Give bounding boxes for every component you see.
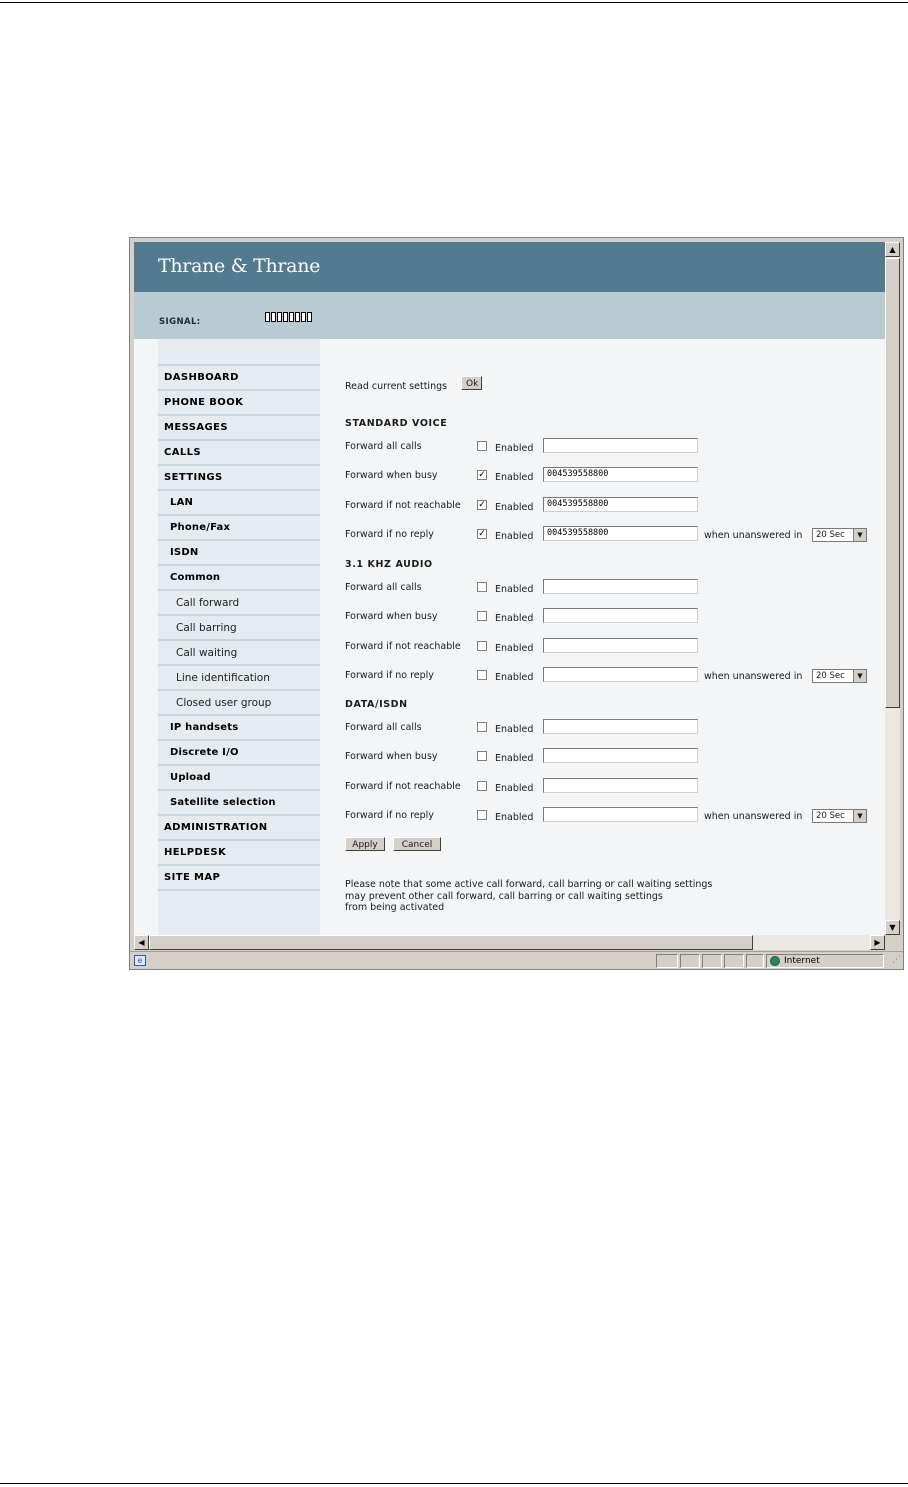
forward-number-field[interactable]: 004539558800: [543, 467, 698, 482]
sidebar-item-messages[interactable]: MESSAGES: [158, 414, 320, 439]
chevron-down-icon[interactable]: ▼: [853, 670, 866, 682]
horizontal-scrollbar[interactable]: [134, 935, 885, 950]
read-settings-label: Read current settings: [345, 381, 448, 392]
read-settings-ok-button[interactable]: Ok: [461, 376, 482, 390]
select-value: 20 Sec: [816, 811, 845, 821]
enabled-checkbox[interactable]: [477, 611, 487, 621]
when-unanswered-label: when unanswered in: [704, 530, 803, 541]
sidebar-nav: [158, 364, 320, 891]
forward-label: Forward all calls: [345, 441, 422, 452]
globe-icon: [770, 956, 780, 966]
note-line: from being activated: [345, 902, 445, 913]
section-heading: 3.1 KHZ AUDIO: [345, 559, 433, 570]
chevron-down-icon[interactable]: ▼: [853, 810, 866, 822]
select-value: 20 Sec: [816, 671, 845, 681]
signal-bar-segment: [289, 312, 294, 322]
enabled-checkbox[interactable]: [477, 751, 487, 761]
forward-number-field[interactable]: [543, 438, 698, 453]
unanswered-delay-select[interactable]: [812, 669, 867, 683]
sidebar-item-satellite-selection[interactable]: Satellite selection: [158, 789, 320, 814]
page-icon: e: [134, 955, 146, 966]
scroll-left-arrow-icon[interactable]: ◀: [134, 935, 149, 950]
forward-number-field[interactable]: [543, 579, 698, 594]
resize-grip-icon[interactable]: ⋰: [892, 955, 901, 965]
signal-bar-segment: [295, 312, 300, 322]
sidebar-item-phone-fax[interactable]: Phone/Fax: [158, 514, 320, 539]
signal-bar-segment: [301, 312, 306, 322]
enabled-label: Enabled: [495, 753, 534, 764]
forward-number-field[interactable]: [543, 608, 698, 623]
call-forward-form: [345, 339, 885, 935]
enabled-checkbox[interactable]: [477, 722, 487, 732]
forward-number-field[interactable]: [543, 748, 698, 763]
browser-window: [129, 237, 904, 970]
section-heading: STANDARD VOICE: [345, 418, 448, 429]
browser-status-bar: [130, 951, 903, 970]
status-cell: [724, 954, 744, 968]
forward-label: Forward if not reachable: [345, 641, 461, 652]
enabled-label: Enabled: [495, 502, 534, 513]
forward-label: Forward all calls: [345, 582, 422, 593]
security-zone: [766, 954, 884, 968]
forward-label: Forward if no reply: [345, 529, 434, 540]
sidebar-item-call-barring[interactable]: Call barring: [158, 614, 320, 639]
select-value: 20 Sec: [816, 530, 845, 540]
zone-label: Internet: [784, 956, 820, 966]
note-line: may prevent other call forward, call barring or call waiting settings: [345, 890, 663, 902]
signal-bar-segment: [271, 312, 276, 322]
sidebar-item-discrete-i-o[interactable]: Discrete I/O: [158, 739, 320, 764]
cancel-button[interactable]: Cancel: [393, 837, 441, 851]
web-page-viewport: [134, 242, 885, 935]
apply-button[interactable]: Apply: [345, 837, 385, 851]
signal-bar-segment: [283, 312, 288, 322]
signal-bar-segment: [307, 312, 312, 322]
when-unanswered-label: when unanswered in: [704, 671, 803, 682]
forward-label: Forward if not reachable: [345, 500, 461, 511]
vertical-scroll-thumb[interactable]: [885, 258, 900, 708]
forward-number-field[interactable]: [543, 638, 698, 653]
forward-label: Forward all calls: [345, 722, 422, 733]
forward-label: Forward when busy: [345, 751, 438, 762]
brand-logo: Thrane & Thrane: [158, 255, 321, 277]
forward-number-field[interactable]: [543, 667, 698, 682]
sidebar-item-lan[interactable]: LAN: [158, 489, 320, 514]
when-unanswered-label: when unanswered in: [704, 811, 803, 822]
enabled-label: Enabled: [495, 613, 534, 624]
status-cell: [656, 954, 678, 968]
warning-note: [345, 879, 712, 914]
sidebar-item-ip-handsets[interactable]: IP handsets: [158, 714, 320, 739]
page-top-rule: [0, 2, 908, 3]
sidebar-item-phone-book[interactable]: PHONE BOOK: [158, 389, 320, 414]
status-cell: [702, 954, 722, 968]
forward-number-field[interactable]: [543, 719, 698, 734]
note-line: Please note that some active call forward, call barring or call waiting settings: [345, 879, 713, 890]
sidebar-item-isdn[interactable]: ISDN: [158, 539, 320, 564]
status-cell: [746, 954, 764, 968]
signal-bar: [134, 292, 885, 339]
forward-label: Forward when busy: [345, 611, 438, 622]
enabled-checkbox[interactable]: ✓: [478, 470, 486, 480]
enabled-checkbox[interactable]: ✓: [478, 529, 486, 539]
enabled-label: Enabled: [495, 531, 534, 542]
header-banner: [134, 242, 885, 292]
enabled-checkbox[interactable]: [477, 441, 487, 451]
signal-strength-meter: [265, 312, 312, 322]
enabled-label: Enabled: [495, 584, 534, 595]
unanswered-delay-select[interactable]: [812, 528, 867, 542]
signal-bar-segment: [265, 312, 270, 322]
horizontal-scroll-thumb[interactable]: [149, 935, 753, 950]
sidebar-item-common[interactable]: Common: [158, 564, 320, 589]
forward-number-field[interactable]: [543, 807, 698, 822]
sidebar-item-calls[interactable]: CALLS: [158, 439, 320, 464]
forward-label: Forward if not reachable: [345, 781, 461, 792]
forward-label: Forward if no reply: [345, 670, 434, 681]
vertical-scrollbar[interactable]: [885, 242, 900, 935]
enabled-checkbox[interactable]: ✓: [478, 500, 486, 510]
forward-number-field[interactable]: 004539558800: [543, 526, 698, 541]
enabled-label: Enabled: [495, 443, 534, 454]
forward-label: Forward if no reply: [345, 810, 434, 821]
enabled-checkbox[interactable]: [477, 781, 487, 791]
forward-number-field[interactable]: [543, 778, 698, 793]
sidebar-item-settings[interactable]: SETTINGS: [158, 464, 320, 489]
forward-label: Forward when busy: [345, 470, 438, 481]
sidebar-item-closed-user-group[interactable]: Closed user group: [158, 689, 320, 714]
scroll-up-arrow-icon[interactable]: ▲: [885, 242, 900, 257]
enabled-label: Enabled: [495, 672, 534, 683]
sidebar-item-site-map[interactable]: SITE MAP: [158, 864, 320, 891]
sidebar-item-helpdesk[interactable]: HELPDESK: [158, 839, 320, 864]
enabled-checkbox[interactable]: [477, 810, 487, 820]
enabled-label: Enabled: [495, 724, 534, 735]
sidebar-item-line-identification[interactable]: Line identification: [158, 664, 320, 689]
enabled-checkbox[interactable]: [477, 670, 487, 680]
page-bottom-rule: [0, 1483, 908, 1484]
unanswered-delay-select[interactable]: [812, 809, 867, 823]
enabled-checkbox[interactable]: [477, 582, 487, 592]
sidebar-item-call-waiting[interactable]: Call waiting: [158, 639, 320, 664]
enabled-label: Enabled: [495, 783, 534, 794]
scroll-right-arrow-icon[interactable]: ▶: [870, 935, 885, 950]
sidebar-item-administration[interactable]: ADMINISTRATION: [158, 814, 320, 839]
signal-bar-segment: [277, 312, 282, 322]
scroll-down-arrow-icon[interactable]: ▼: [885, 920, 900, 935]
enabled-checkbox[interactable]: [477, 641, 487, 651]
enabled-label: Enabled: [495, 643, 534, 654]
sidebar: [158, 339, 320, 935]
sidebar-item-upload[interactable]: Upload: [158, 764, 320, 789]
enabled-label: Enabled: [495, 472, 534, 483]
signal-label: SIGNAL:: [159, 317, 201, 327]
sidebar-item-dashboard[interactable]: DASHBOARD: [158, 364, 320, 389]
status-cell: [680, 954, 700, 968]
enabled-label: Enabled: [495, 812, 534, 823]
sidebar-item-call-forward[interactable]: Call forward: [158, 589, 320, 614]
chevron-down-icon[interactable]: ▼: [853, 529, 866, 541]
forward-number-field[interactable]: 004539558800: [543, 497, 698, 512]
section-heading: DATA/ISDN: [345, 699, 408, 710]
